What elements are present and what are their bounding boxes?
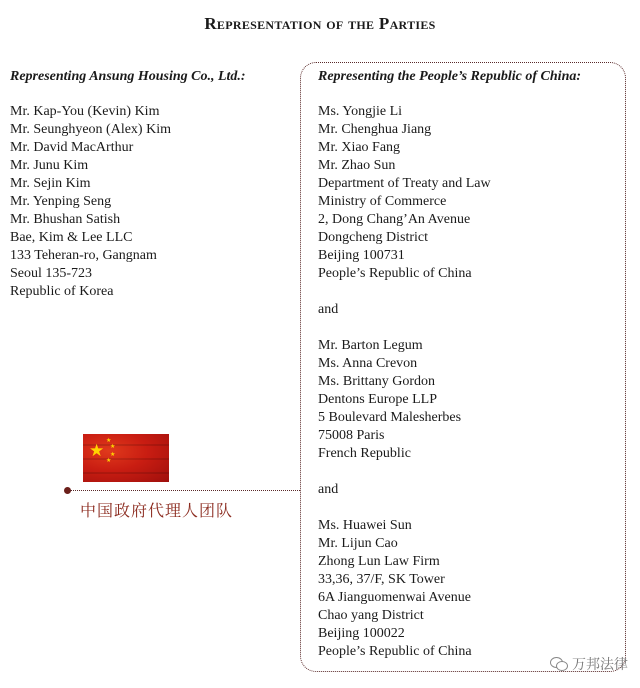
text-line: 5 Boulevard Malesherbes bbox=[318, 410, 462, 425]
wechat-icon bbox=[550, 657, 568, 671]
watermark bbox=[550, 654, 628, 674]
text-line: 133 Teheran-ro, Gangnam bbox=[10, 248, 157, 263]
right-group-dentons bbox=[318, 337, 618, 463]
text-line: Ms. Huawei Sun bbox=[318, 518, 412, 533]
text-line: Mr. Kap-You (Kevin) Kim bbox=[10, 104, 160, 119]
right-group-mofcom bbox=[318, 103, 618, 283]
text-line: Mr. Bhushan Satish bbox=[10, 212, 121, 227]
left-party-block bbox=[10, 68, 300, 301]
text-line: Seoul 135-723 bbox=[10, 266, 93, 281]
text-line: 75008 Paris bbox=[318, 428, 385, 443]
text-line: Ms. Anna Crevon bbox=[318, 356, 418, 371]
text-line: Dentons Europe LLP bbox=[318, 392, 437, 407]
text-line: 2, Dong Chang’An Avenue bbox=[318, 212, 471, 227]
text-line: 33,36, 37/F, SK Tower bbox=[318, 572, 445, 587]
text-line: Chao yang District bbox=[318, 608, 424, 623]
text-line: Beijing 100731 bbox=[318, 248, 405, 263]
text-line: Mr. Xiao Fang bbox=[318, 140, 401, 155]
text-line: French Republic bbox=[318, 446, 411, 461]
text-line: Dongcheng District bbox=[318, 230, 429, 245]
text-line: Ms. Brittany Gordon bbox=[318, 374, 436, 389]
text-line: 6A Jianguomenwai Avenue bbox=[318, 590, 471, 605]
left-party-lines bbox=[10, 103, 300, 301]
text-line: Mr. Sejin Kim bbox=[10, 176, 91, 191]
text-line: Beijing 100022 bbox=[318, 626, 405, 641]
text-line: Mr. Junu Kim bbox=[10, 158, 89, 173]
text-line: Mr. Lijun Cao bbox=[318, 536, 398, 551]
text-line: Mr. David MacArthur bbox=[10, 140, 134, 155]
text-line: Bae, Kim & Lee LLC bbox=[10, 230, 133, 245]
text-line: Mr. Chenghua Jiang bbox=[318, 122, 432, 137]
text-line: Zhong Lun Law Firm bbox=[318, 554, 440, 569]
connector-line bbox=[70, 490, 300, 491]
right-party-heading: Representing the People’s Republic of China: bbox=[318, 69, 582, 84]
text-line: Republic of Korea bbox=[10, 284, 114, 299]
text-line: People’s Republic of China bbox=[318, 644, 472, 659]
right-group-zhonglun bbox=[318, 517, 618, 661]
text-line: Ministry of Commerce bbox=[318, 194, 447, 209]
chinese-team-caption: 中国政府代理人团队 bbox=[80, 501, 234, 520]
conjunction-and: and bbox=[318, 482, 339, 497]
text-line: Mr. Yenping Seng bbox=[10, 194, 112, 209]
right-party-block bbox=[318, 68, 618, 661]
china-flag-icon: ★ ★ ★ ★ ★ bbox=[83, 434, 169, 482]
watermark-text: 万邦法律 bbox=[572, 657, 628, 673]
page-title: Representation of the Parties bbox=[204, 14, 436, 33]
left-party-heading: Representing Ansung Housing Co., Ltd.: bbox=[10, 69, 246, 84]
text-line: Mr. Seunghyeon (Alex) Kim bbox=[10, 122, 171, 137]
text-line: Department of Treaty and Law bbox=[318, 176, 491, 191]
conjunction-and: and bbox=[318, 302, 339, 317]
text-line: Ms. Yongjie Li bbox=[318, 104, 403, 119]
text-line: Mr. Zhao Sun bbox=[318, 158, 396, 173]
text-line: Mr. Barton Legum bbox=[318, 338, 423, 353]
text-line: People’s Republic of China bbox=[318, 266, 472, 281]
